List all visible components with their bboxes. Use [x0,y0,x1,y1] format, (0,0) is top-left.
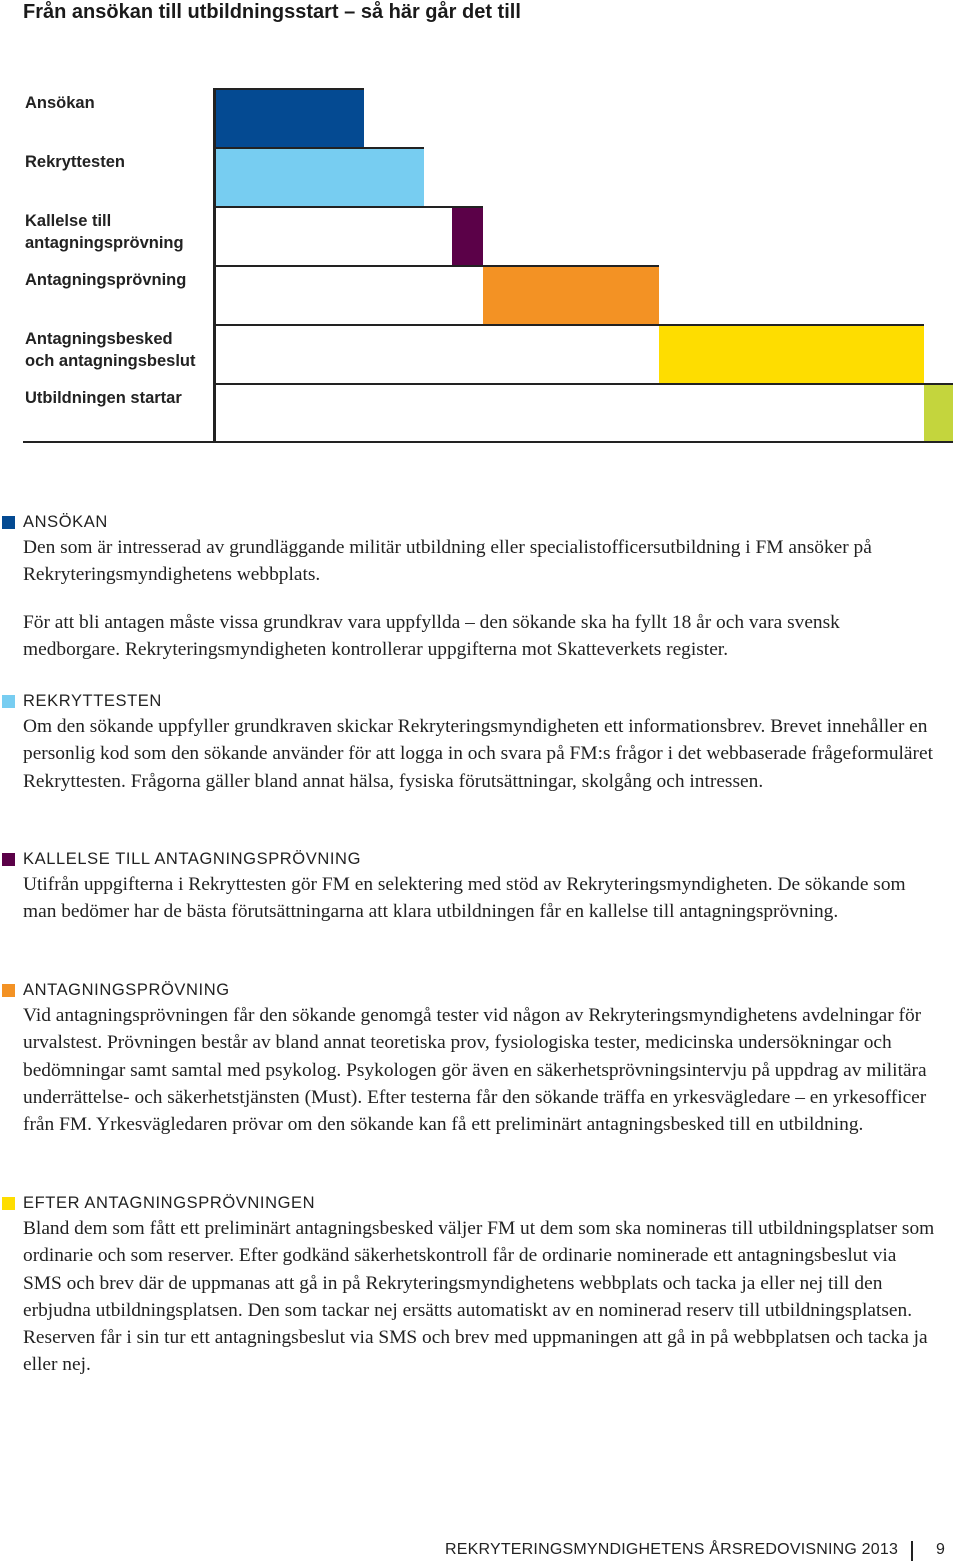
paragraph: Den som är intresserad av grundläggande militär utbildning eller specialistofficersutbildning i FM ansöker på Rekryteringsmyndighetens webbplats. [23,537,872,586]
section-heading-text: KALLELSE TILL ANTAGNINGSPRÖVNING [23,850,362,868]
square-marker-icon [2,1197,15,1210]
section-efter-antagningsprovningen [23,1191,938,1379]
section-rekryttesten [23,689,938,795]
square-marker-icon [2,853,15,866]
page-number: 9 [936,1541,945,1558]
timeline-bar-kallelse [452,208,483,265]
section-body [23,1002,938,1138]
timeline-bar-ansokan [216,90,364,147]
timeline-bar-antagningsprovning [483,267,659,324]
section-heading [23,847,938,871]
section-heading [23,1191,938,1215]
timeline-bar-utbildning [924,385,953,441]
timeline-rowline [213,383,953,385]
timeline-bar-rekryttesten [216,149,424,206]
footer-divider [911,1541,913,1561]
square-marker-icon [2,984,15,997]
timeline-label-antagningsprovning: Antagningsprövning [25,271,187,289]
timeline-label-utbildning: Utbildningen startar [25,389,182,407]
timeline-rowline [213,206,483,208]
section-heading-text: ANSÖKAN [23,513,108,531]
page-title: Från ansökan till utbildningsstart – så här går det till [23,1,521,23]
section-body [23,871,938,926]
section-kallelse [23,847,938,926]
section-body [23,713,938,795]
paragraph: För att bli antagen måste vissa grundkrav vara uppfyllda – den sökande ska ha fyllt 18 år och vara svensk medborgare. Rekryteringsmyndigheten kontrollerar uppgifterna mot Skatteverkets register. [23,611,840,660]
section-antagningsprovning [23,978,938,1138]
timeline-label-antagningsbesked: Antagningsbesked och antagningsbeslut [25,330,196,370]
section-ansokan [23,510,938,663]
paragraph: Vid antagningsprövningen får den sökande genomgå tester vid någon av Rekryteringsmyndighetens avdelningar för urvalstest. Prövningen består av bland annat teoretiska prov, fysiologiska tester, medicinska undersökningar och bedömningar samt samtal med psykolog. Psykologen gör även en säkerhetsprövningsintervju på uppdrag av militära underrättelse- och säkerhetstjänsten (Must). Efter testerna får den sökande träffa en yrkesvägledare – en yrkesofficer från FM. Yrkesvägledaren prövar om den sökande kan få ett preliminärt antagningsbesked till en utbildning. [23,1005,927,1136]
paragraph: Utifrån uppgifterna i Rekryttesten gör FM en selektering med stöd av Rekryteringsmyndigheten. De sökande som man bedömer har de bästa förutsättningarna att klara utbildningen får en kallelse till antagningsprövning. [23,874,906,923]
footer-report-title: REKRYTERINGSMYNDIGHETENS ÅRSREDOVISNING 2013 [445,1541,899,1558]
square-marker-icon [2,695,15,708]
timeline-bar-antagningsbesked [659,326,924,383]
square-marker-icon [2,516,15,529]
paragraph: Om den sökande uppfyller grundkraven skickar Rekryteringsmyndigheten ett informationsbrev. Brevet innehåller en personlig kod som den sökande använder för att logga in och svara på FM:s frågor i det webbaserade frågeformuläret Rekryttesten. Frågorna gäller bland annat hälsa, fysiska förutsättningar, skolgång och intressen. [23,716,933,792]
section-body [23,534,938,663]
section-heading [23,978,938,1002]
section-heading-text: EFTER ANTAGNINGSPRÖVNINGEN [23,1194,316,1212]
section-heading [23,510,938,534]
timeline-label-ansokan: Ansökan [25,94,95,112]
paragraph: Bland dem som fått ett preliminärt antagningsbesked väljer FM ut dem som ska nomineras till utbildningsplatser som ordinarie och som reserver. Efter godkänd säkerhetskontroll får de ordinarie nominerade ett antagningsbeslut via SMS och brev där de uppmanas att gå in på Rekryteringsmyndighetens webbplats och tacka ja eller nej till den erbjudna utbildningsplatsen. Den som tackar nej ersätts automatiskt av en nominerad reserv till utbildningsplatsen. Reserven får i sin tur ett antagningsbeslut via SMS och brev med uppmaningen att gå in på webbplatsen och tacka ja eller nej. [23,1218,935,1376]
process-timeline [0,0,960,450]
section-body [23,1215,938,1379]
section-heading-text: REKRYTTESTEN [23,692,162,710]
section-heading-text: ANTAGNINGSPRÖVNING [23,981,230,999]
timeline-label-rekryttesten: Rekryttesten [25,153,125,171]
timeline-baseline [23,441,953,443]
timeline-label-kallelse: Kallelse till antagningsprövning [25,212,184,252]
section-heading [23,689,938,713]
